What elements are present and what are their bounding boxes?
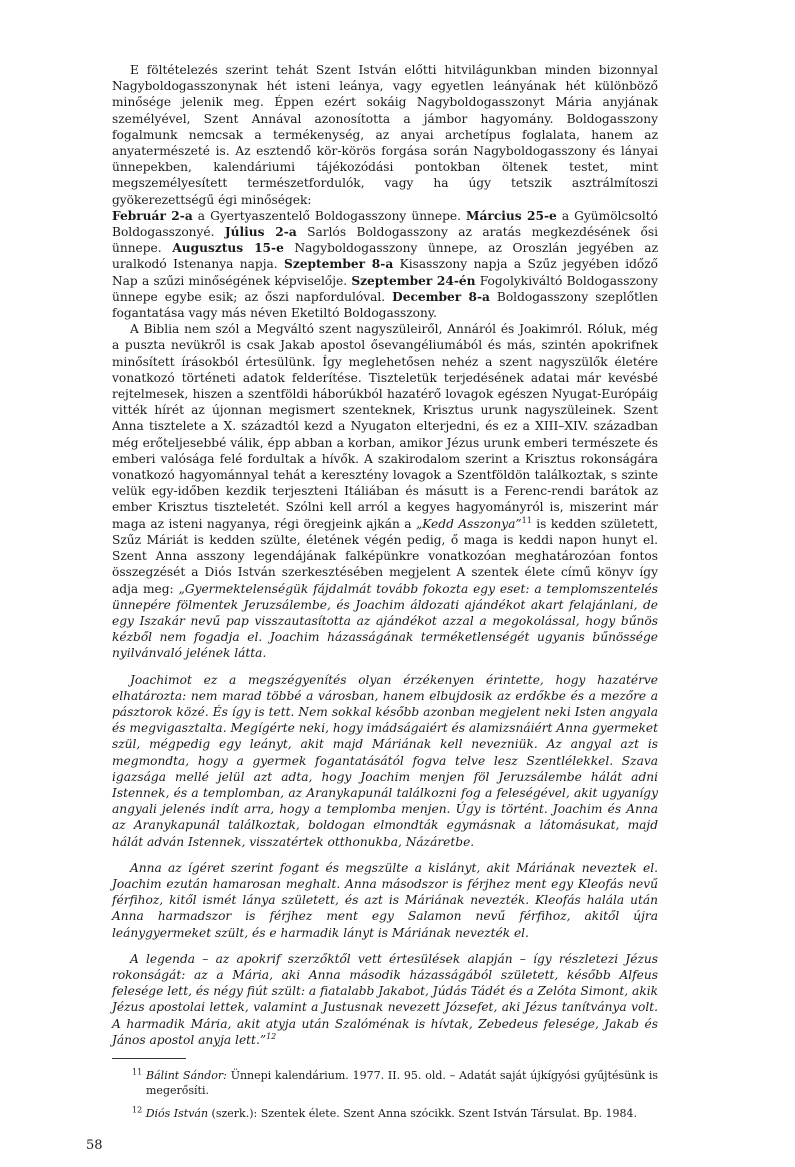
footnote-number: 11 xyxy=(132,1067,143,1077)
paragraph-anna: Anna az ígéret szerint fogant és megszülte a kislányt, akit Máriának neveztek el. Joachim ezután hamarosan meghalt. Anna másodszor is férjhez ment egy Kleofás nevű férfihoz, kitől ismét lánya született, és azt is Máriának nevezték. Kleofás halála után Anna harmadszor is férjhez ment egy Salamon nevű férfihoz, akitől újra leánygyermeket szült, és e harmadik lányt is Máriának nevezték el. xyxy=(112,860,658,940)
footnote-author: Diós István xyxy=(145,1107,209,1120)
footnote-item xyxy=(112,1068,658,1098)
feast-date: Február 2-a xyxy=(112,208,193,223)
feast-text: Kisasszony napja a Szűz jegyében időző Nap a szűzi minőségének képviselője. xyxy=(112,257,658,288)
feast-text: Boldogasszony szeplőtlen fogantatása vagy más néven Eketiltó Boldogasszony. xyxy=(112,289,658,321)
feast-text: a Gyertyaszentelő Boldogasszony ünnepe. xyxy=(192,208,467,223)
paragraph-bible xyxy=(112,321,658,661)
paragraph-legend-text: A legenda – az apokrif szerzőktől vett értesülések alapján – így részletezi Jézus rokonságát: az a Mária, aki Anna második házasságából született, később Alfeus felesége lett, és négy fiút szült: a fiatalabb Jakabot, Júdás Tádét és a Zelóta Simont, akik Jézus apostolai lettek, valamint a Justusnak nevezett Józsefet, aki Jézus tanítványa volt. A harmadik Mária, akit atyja után Szalóménak is hívtak, Zebedeus felesége, Jakab és János apostol anyja lett.” xyxy=(112,951,658,1047)
feast-text: a Gyümölcsoltó Boldogasszonyé. xyxy=(112,208,658,240)
paragraph-bible-text-a: A Biblia nem szól a Megváltó szent nagyszüleiről, Annáról és Joakimról. Róluk, még a puszta nevükről is csak Jakab apostol ősevangéliumából és más, szintén apokrifnek minősített írásokból értesülünk. Így meglehetősen nehéz a szent nagyszülők életére vonatkozó történeti adatok felderítése. Tiszteletük terjedésének adatai már kevésbé rejtelmesek, hiszen a szentföldi háborúkból hazatérő lovagok egészen Nyugat-Európáig vitték hírét az újonnan megismert szenteknek, Krisztus urunk nagyszüleinek. Szent Anna tisztelete a X. századtól kezd a Nyugaton elterjedni, és ez a XIII–XIV. században még erőteljesebbé válik, épp abban a korban, amikor Jézus urunk emberi természete és emberi valósága felé fordultak a hívők. A szakirodalom szerint a Krisztus rokonságára vonatkozó hagyománnyal tehát a keresztény lovagok a Szentföldön találkoztak, s szinte velük egy-időben kezdik terjeszteni Itáliában és másutt is a Ferenc-rendi barátok az ember Krisztus tiszteletét. Szólni kell arról a kegyes hagyományról is, miszerint már maga az isteni nagyanya, régi öregjeink ajkán a xyxy=(112,322,658,531)
feast-text: Sarlós Boldogasszony az aratás megkezdésének ősi ünnepe. xyxy=(112,225,658,256)
feast-date: December 8-a xyxy=(392,289,490,304)
kedd-asszonya-quote: „Kedd Asszonya” xyxy=(415,516,522,531)
paragraph-legend xyxy=(112,951,658,1048)
page-body xyxy=(112,62,658,1048)
footnote-text: Ünnepi kalendárium. 1977. II. 95. old. – Adatát saját újkígyósi gyűjtésünk is megerősíti. xyxy=(146,1069,658,1097)
feast-date: Augusztus 15-e xyxy=(172,241,284,256)
feast-date: Szeptember 24-én xyxy=(351,273,476,288)
footnote-author: Bálint Sándor: xyxy=(146,1069,227,1082)
feast-text: Nagyboldogasszony ünnepe, az Oroszlán jegyében az uralkodó Istenanya napja. xyxy=(112,241,658,272)
feast-date: Szeptember 8-a xyxy=(284,257,394,272)
footnote-item xyxy=(112,1106,658,1121)
footnote-ref-12: 12 xyxy=(266,1031,277,1041)
feast-text: Fogolykiváltó Boldogasszony ünnepe egybe esik; az őszi napfordulóval. xyxy=(112,273,659,304)
feast-date: Március 25-e xyxy=(466,208,557,223)
footnote-divider xyxy=(112,1058,186,1059)
paragraph-joachim: Joachimot ez a megszégyenítés olyan érzékenyen érintette, hogy hazatérve elhatározta: nem marad többé a városban, hanem elbujdosik az erdőkbe és a mezőre a pásztorok közé. És így is tett. Nem sokkal később azonban megjelent neki Isten angyala és megvigasztalta. Megígérte neki, hogy imádságaiért és alamizsnáiért Anna gyermeket szül, mégpedig egy leányt, akit majd Máriának kell nevezniük. Az angyal azt is megmondta, hogy a gyermek fogantatásától fogva telve lesz Szentlélekkel. Szava igazsága mellé jelül azt adta, hogy Joachim menjen föl Jeruzsálembe hálát adni Istennek, és a templomban, az Aranykapunál találkozni fog a feleségével, akit ugyanígy angyali jelenés indít arra, hogy a templomba menjen. Úgy is történt. Joachim és Anna az Aranykapunál találkoztak, boldogan elmondták egymásnak a látomásukat, majd hálát adván Istennek, visszatértek otthonukba, Názáretbe. xyxy=(112,672,658,849)
page-number: 58 xyxy=(86,1138,103,1153)
footnote-text: (szerk.): Szentek élete. Szent Anna szócikk. Szent István Társulat. Bp. 1984. xyxy=(208,1107,638,1120)
paragraph-bible-text-b: is kedden született, Szűz Máriát is kedden szülte, életének végén pedig, ő maga is keddi napon hunyt el. Szent Anna asszony legendájának falképünkre vonatkozóan meghatározóan fontos összegzését a Diós István szerkesztésében megjelent A szentek élete című könyv így adja meg: xyxy=(112,516,658,596)
footnote-number: 12 xyxy=(132,1105,143,1115)
footnote-ref-11: 11 xyxy=(521,515,532,525)
paragraph-feasts xyxy=(112,208,658,321)
feast-date: Július 2-a xyxy=(224,225,297,240)
legend-quote-start: „Gyermektelenségük fájdalmát tovább fokozta egy eset: a templomszentelés ünnepére fölmentek Jeruzsálembe, és Joachim áldozati ajándékot akart felajánlani, de egy Iszakár nevű pap visszautasította az ajándékot azzal a megokolással, hogy bűnös kézből nem fogadja el. Joachim házasságának terméketlenségét ugyanis bűnössége nyilvánvaló jelének látta. xyxy=(112,581,658,661)
paragraph-intro: E föltételezés szerint tehát Szent István előtti hitvilágunkban minden bizonnyal Nagyboldogasszonynak hét isteni leánya, vagy egyetlen leányának hét különböző minősége jelenik meg. Éppen ezért sokáig Nagyboldogasszonyt Mária anyjának személyével, Szent Annával azonosította a jámbor hagyomány. Boldogasszony fogalmunk nemcsak a termékenység, az anyai archetípus foglalata, hanem az anyatermészeté is. Az esztendő kör-körös forgása során Nagyboldogasszony és lányai ünnepekben, kalendáriumi tájékozódási pontokban öltenek testet, mint megszemélyesített természetfordulók, vagy ha úgy tetszik asztrálmítoszi gyökerezettségű égi minőségek: xyxy=(112,63,658,207)
footnotes xyxy=(112,1068,658,1121)
